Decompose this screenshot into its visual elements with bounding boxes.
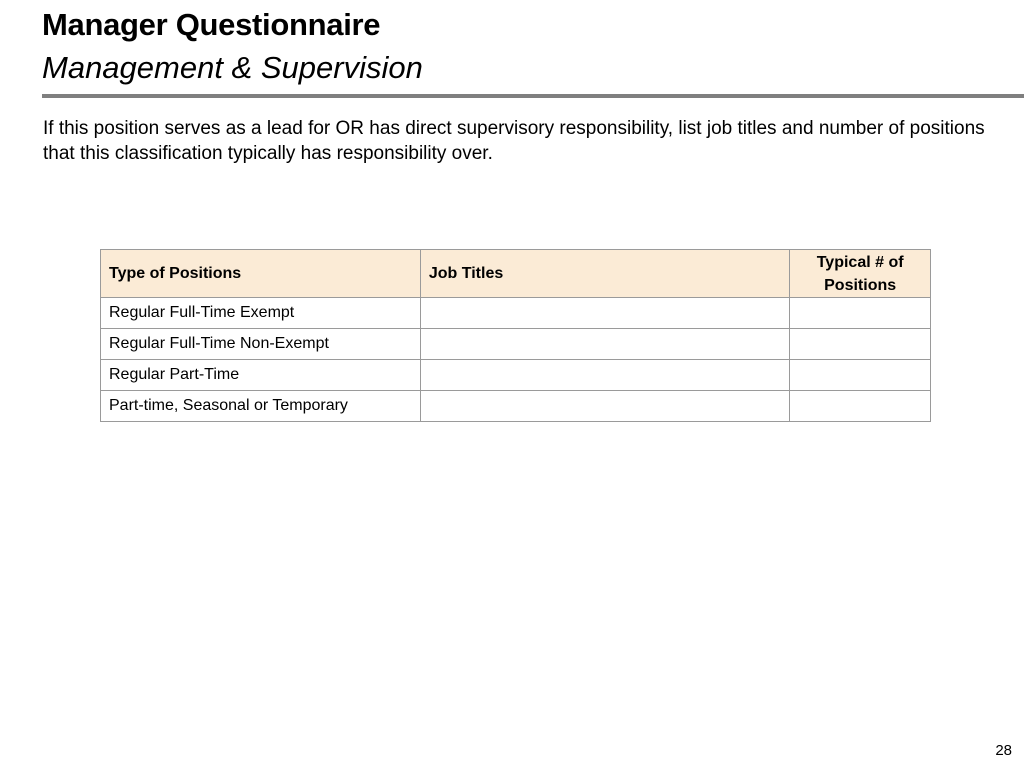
- slide-subtitle: Management & Supervision: [42, 50, 423, 85]
- table-row: [101, 391, 931, 422]
- cell-job-titles[interactable]: [420, 298, 789, 329]
- cell-position-type: Part-time, Seasonal or Temporary: [101, 391, 421, 422]
- positions-table: [100, 249, 931, 422]
- slide-title: Manager Questionnaire: [42, 7, 381, 42]
- cell-typical-count[interactable]: [790, 298, 931, 329]
- cell-position-type: Regular Part-Time: [101, 360, 421, 391]
- intro-paragraph: If this position serves as a lead for OR has direct supervisory responsibility, list job titles and number of positions that this classification typically has responsibility over.: [43, 118, 985, 164]
- cell-typical-count[interactable]: [790, 391, 931, 422]
- header-type-of-positions: Type of Positions: [101, 250, 421, 298]
- table-row: [101, 360, 931, 391]
- header-job-titles: Job Titles: [420, 250, 789, 298]
- cell-position-type: Regular Full-Time Non-Exempt: [101, 329, 421, 360]
- page-number: 28: [995, 742, 1012, 759]
- title-divider: [42, 94, 1024, 98]
- header-typical-count: Typical # of Positions: [790, 250, 931, 298]
- cell-job-titles[interactable]: [420, 391, 789, 422]
- cell-typical-count[interactable]: [790, 329, 931, 360]
- cell-position-type: Regular Full-Time Exempt: [101, 298, 421, 329]
- cell-job-titles[interactable]: [420, 360, 789, 391]
- table-row: [101, 298, 931, 329]
- table-header-row: [101, 250, 931, 298]
- cell-job-titles[interactable]: [420, 329, 789, 360]
- cell-typical-count[interactable]: [790, 360, 931, 391]
- table-row: [101, 329, 931, 360]
